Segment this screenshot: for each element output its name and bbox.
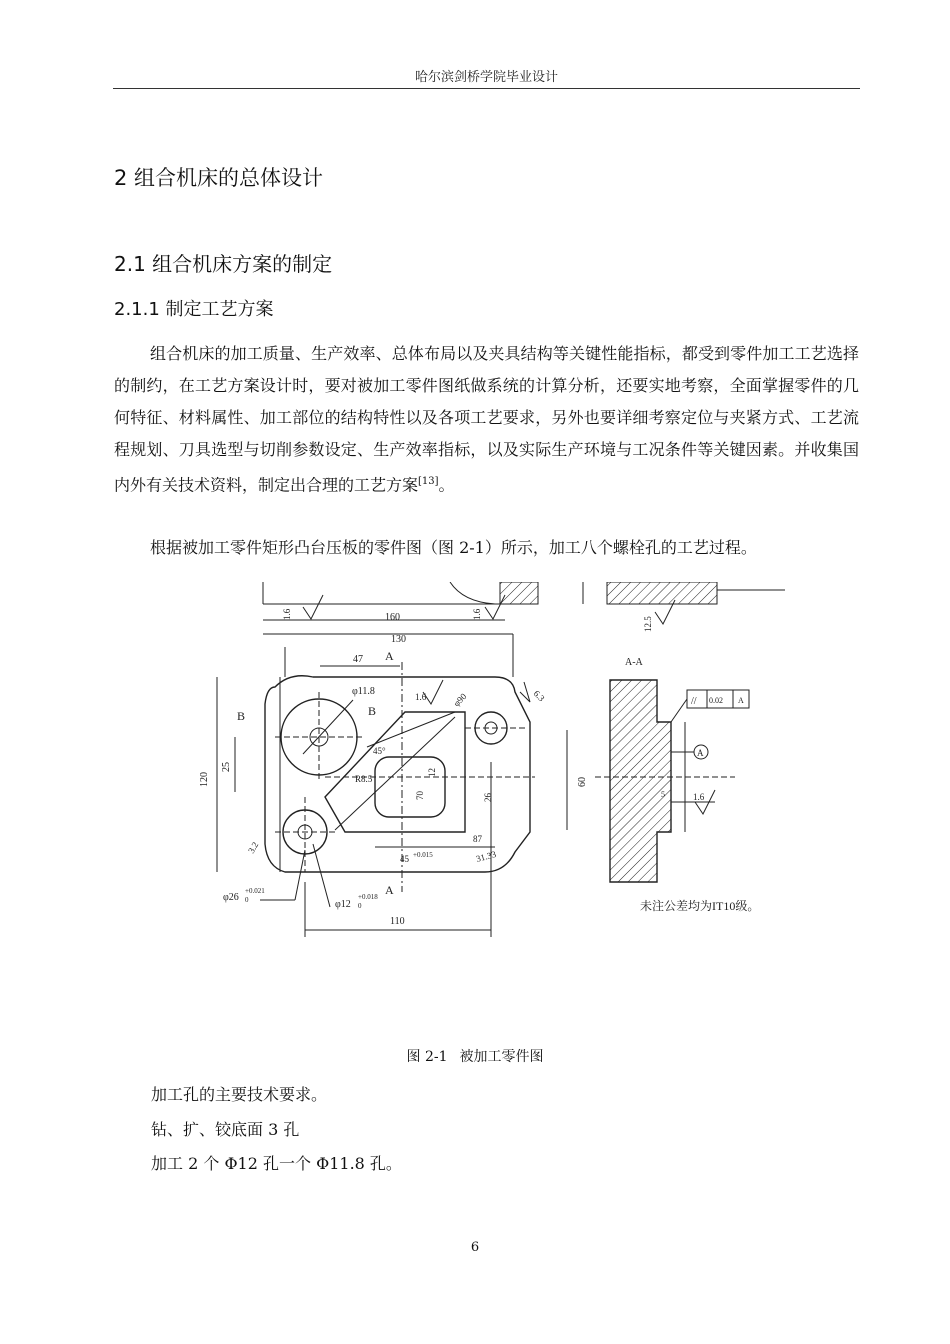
- tol-018: +0.018: [358, 893, 378, 901]
- parallel-tol: 0.02: [709, 696, 723, 705]
- rough-label: 1.6: [282, 608, 292, 620]
- parallel-symbol: //: [691, 696, 697, 707]
- requirement-line-1: 加工孔的主要技术要求。: [151, 1085, 328, 1104]
- header-rule: [113, 88, 860, 89]
- dim-160: 160: [385, 612, 400, 623]
- paragraph-process-plan: [114, 338, 859, 501]
- requirement-line-2: 钻、扩、铰底面 3 孔: [151, 1120, 300, 1139]
- parallel-datum: A: [738, 696, 744, 705]
- section-title: 2.1 组合机床方案的制定: [114, 252, 333, 276]
- section-b-right: B: [368, 704, 377, 718]
- dim-47: 47: [353, 654, 363, 665]
- rough-label-3: 12.5: [643, 616, 653, 632]
- citation: [13]: [418, 476, 439, 487]
- dim-26: 26: [483, 793, 493, 802]
- section-b-left: B: [237, 709, 246, 723]
- caption-title: 被加工零件图: [459, 1049, 544, 1065]
- tol-zero-2: 0: [358, 902, 362, 910]
- phi-11-8: φ11.8: [352, 686, 375, 697]
- phi-26: φ26: [223, 892, 239, 903]
- dim-45: 45: [400, 854, 409, 864]
- page-number: 6: [470, 1240, 480, 1255]
- dim-120: 120: [199, 772, 210, 787]
- dim-12: 12: [427, 768, 437, 777]
- paragraph-text: 组合机床的加工质量、生产效率、总体布局以及夹具结构等关键性能指标，都受到零件加工工艺选择的制约，在工艺方案设计时，要对被加工零件图纸做系统的计算分析，还要实地考察，全面掌握零件的几何特征、材料属性、加工部位的结构特性以及各项工艺要求，另外也要详细考察定位与夹紧方式、工艺流程规划、刀具选型与切削参数设定、生产效率指标，以及实际生产环境与工况条件等关键因素。并收集国内外有关技术资料，制定出合理的工艺方案: [114, 344, 859, 495]
- part-drawing: [195, 582, 795, 942]
- phi-90: φ90: [451, 691, 469, 709]
- rough-label-2: 1.6: [472, 608, 482, 620]
- rough-section: 1.6: [693, 792, 705, 802]
- section-view-label: A-A: [625, 657, 643, 668]
- running-header: 哈尔滨剑桥学院毕业设计: [414, 70, 558, 85]
- paragraph-figure-ref: 根据被加工零件矩形凸台压板的零件图（图 2-1）所示，加工八个螺栓孔的工艺过程。: [150, 538, 757, 557]
- phi-12: φ12: [335, 899, 351, 910]
- angle-45: 45°: [373, 746, 386, 756]
- dim-60: 60: [577, 777, 588, 787]
- figure-caption: [0, 1046, 950, 1066]
- dim-87: 87: [473, 834, 482, 844]
- dim-r8-5: R8.5: [355, 774, 373, 784]
- rough-center: 1.6: [415, 692, 427, 702]
- paragraph-end: 。: [438, 475, 455, 495]
- section-a-top: A: [385, 649, 394, 663]
- dim-5: 5: [661, 790, 665, 799]
- tolerance-note: 未注公差均为IT10级。: [640, 899, 760, 913]
- requirement-line-3: 加工 2 个 Φ12 孔一个 Φ11.8 孔。: [151, 1154, 402, 1173]
- tol-zero-1: 0: [245, 896, 249, 904]
- chapter-title: 2 组合机床的总体设计: [114, 166, 324, 190]
- section-a-bottom: A: [385, 883, 394, 897]
- rough-3-2: 3.2: [246, 840, 261, 855]
- dim-25: 25: [221, 762, 232, 772]
- datum-circle: A: [697, 748, 704, 758]
- dim-130: 130: [391, 634, 406, 645]
- dim-31-33: 31.33: [474, 849, 498, 864]
- rough-6-3: 6.3: [531, 688, 547, 704]
- caption-label: 图 2-1: [406, 1049, 448, 1065]
- subsection-title: 2.1.1 制定工艺方案: [114, 299, 274, 320]
- roughness-symbol: [282, 595, 323, 620]
- tol-021: +0.021: [245, 887, 265, 895]
- part-drawing-svg: [195, 582, 795, 942]
- tol-015: +0.015: [413, 851, 433, 859]
- dim-110: 110: [390, 916, 405, 927]
- dim-70: 70: [415, 791, 425, 800]
